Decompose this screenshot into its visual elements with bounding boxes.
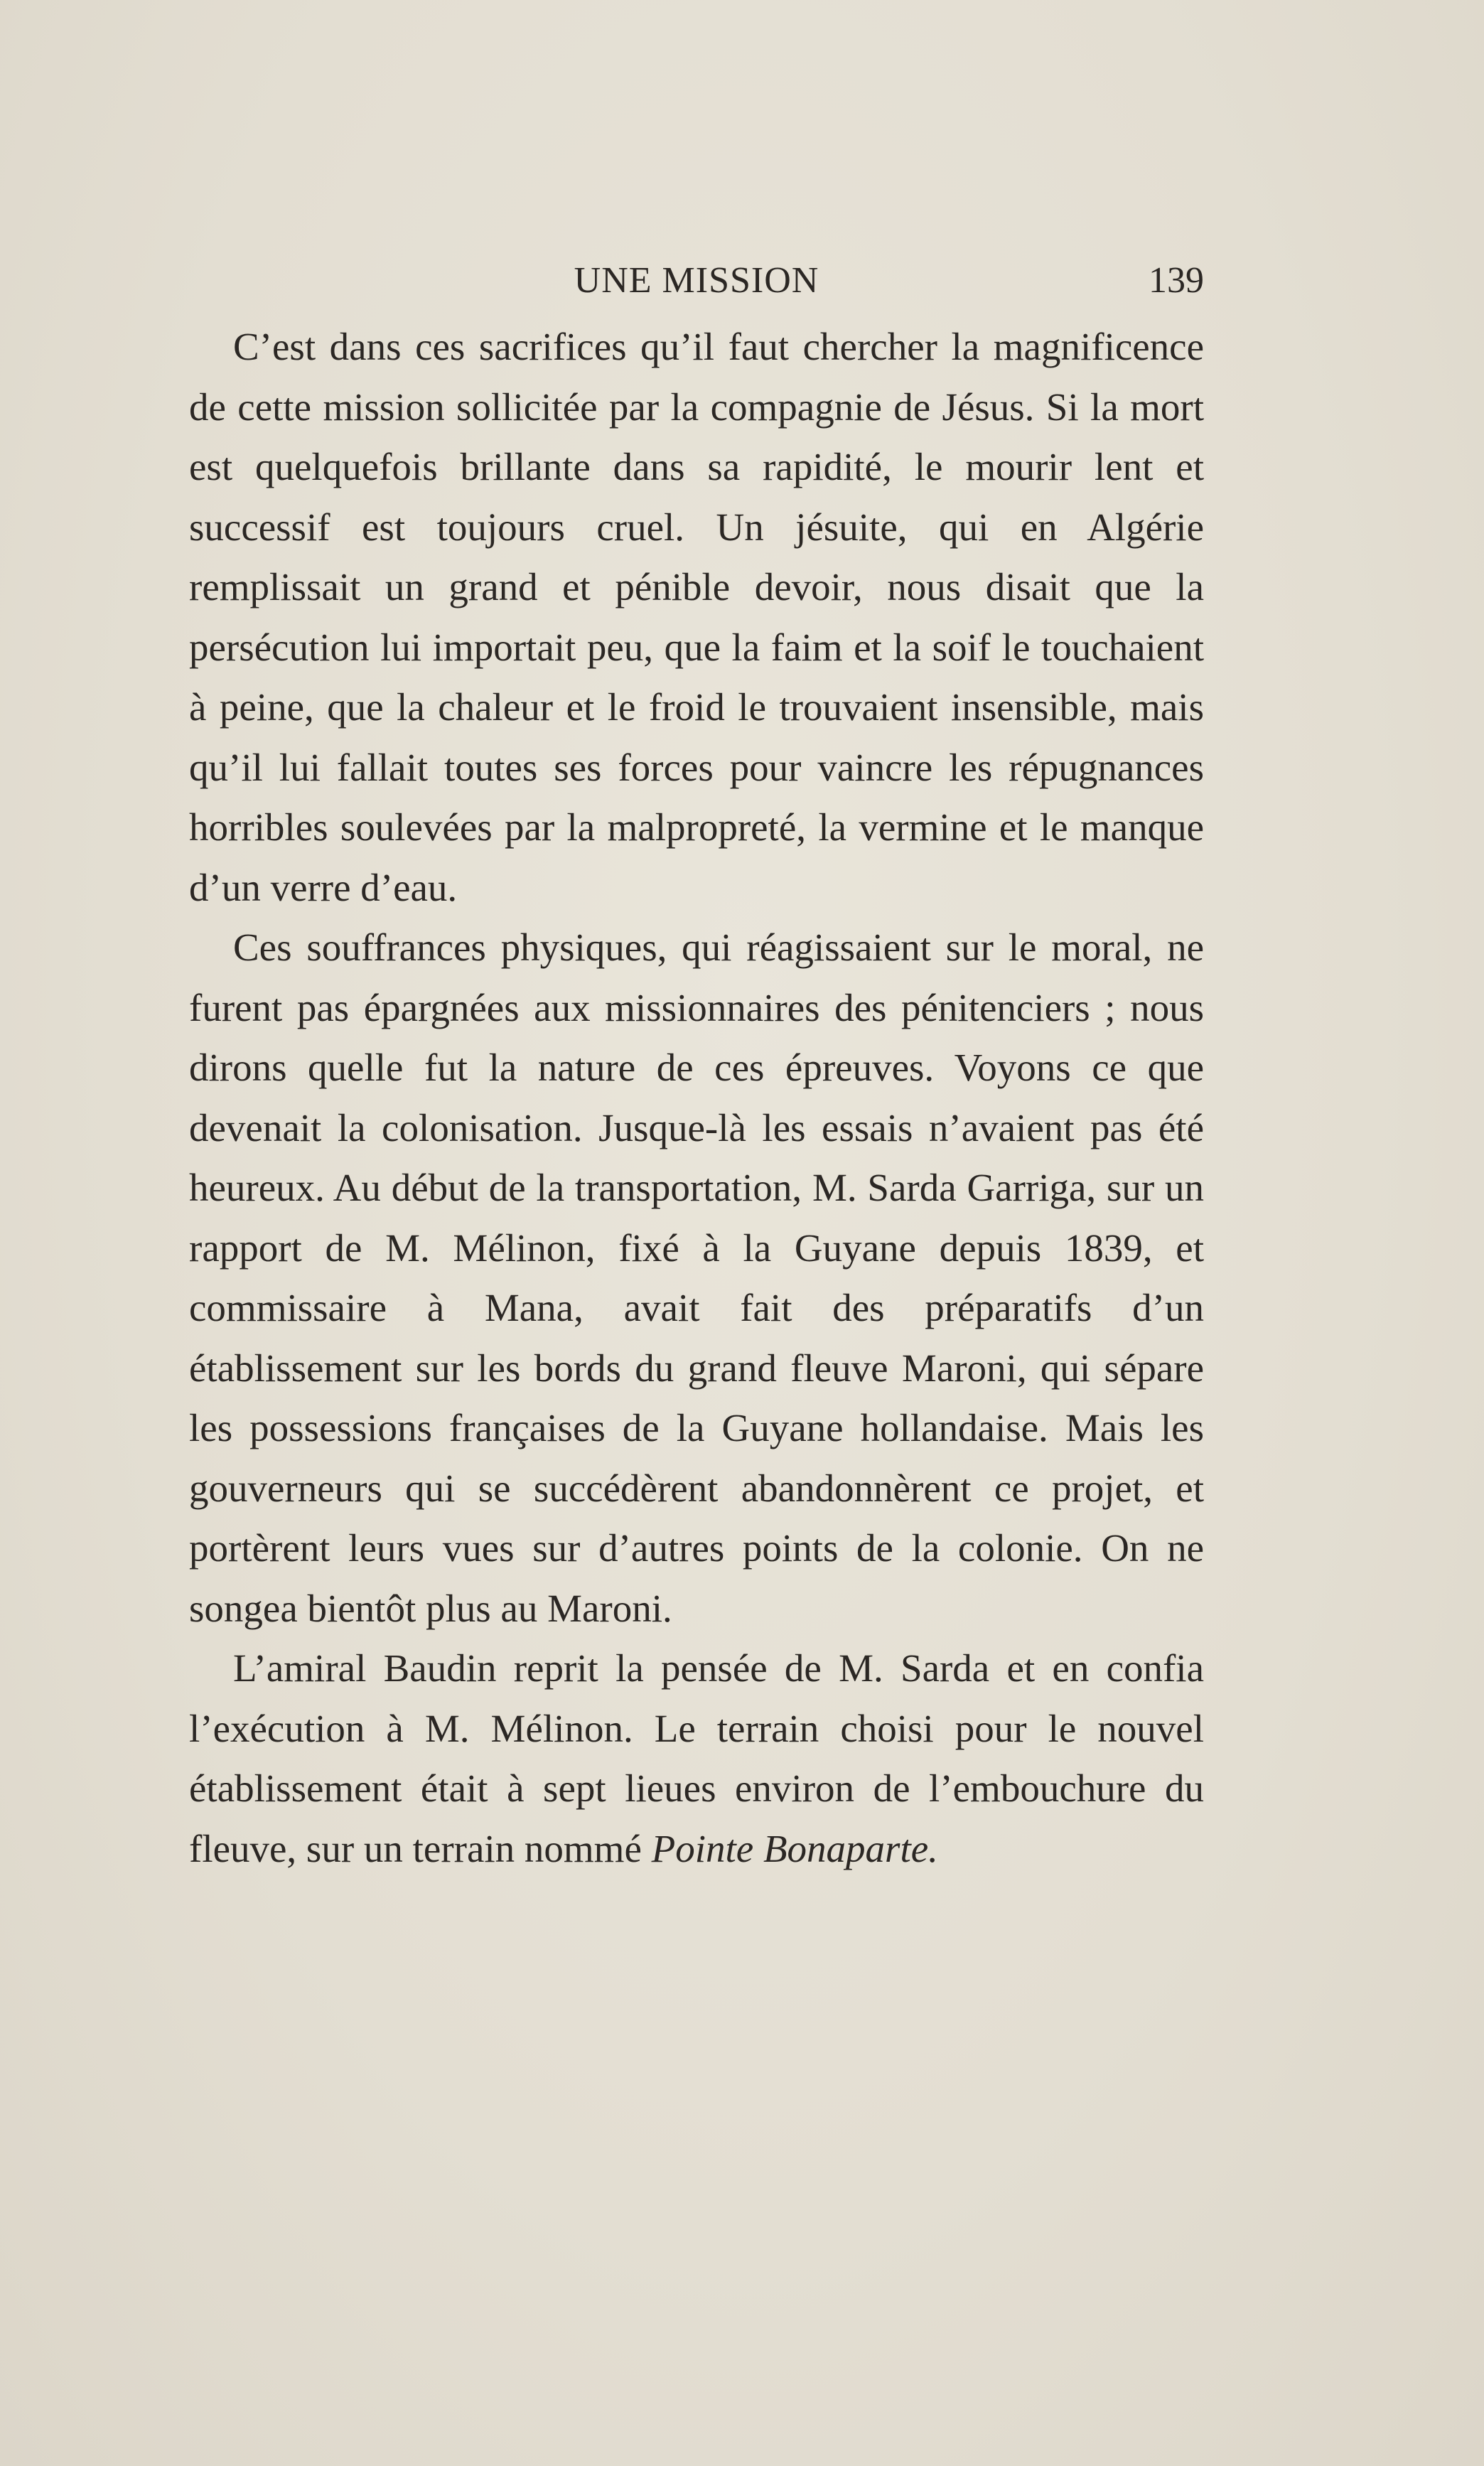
body-text	[189, 317, 1204, 1879]
paragraph-3-text: L’amiral Baudin reprit la pensée de M. Sarda et en confia l’exécution à M. Mélinon. Le terrain choisi pour le nouvel établissement était à sept lieues environ de l’embouchure du fleuve, sur un terrain nommé	[189, 1646, 1204, 1870]
paragraph-3	[189, 1639, 1204, 1879]
paragraph-2-text: Ces souffrances physiques, qui réagissaient sur le moral, ne furent pas épargnées aux missionnaires des pénitenciers ; nous dirons quelle fut la nature de ces épreuves. Voyons ce que devenait la colonisation. Jusque-là les essais n’avaient pas été heureux. Au début de la transportation, M. Sarda Garriga, sur un rapport de M. Mélinon, fixé à la Guyane depuis 1839, et commissaire à Mana, avait fait des préparatifs d’un établissement sur les bords du grand fleuve Maroni, qui sépare les possessions françaises de la Guyane hollandaise. Mais les gouverneurs qui se succédèrent abandonnèrent ce projet, et portèrent leurs vues sur d’autres points de la colonie. On ne songea bientôt plus au Maroni.	[189, 926, 1204, 1630]
paragraph-1	[189, 317, 1204, 918]
paragraph-1-text: C’est dans ces sacrifices qu’il faut chercher la magnificence de cette mission sollicitée par la compagnie de Jésus. Si la mort est quelquefois brillante dans sa rapidité, le mourir lent et successif est toujours cruel. Un jésuite, qui en Algérie remplissait un grand et pénible devoir, nous disait que la persécution lui importait peu, que la faim et la soif le touchaient à peine, que la chaleur et le froid le trouvaient insensible, mais qu’il lui fallait toutes ses forces pour vaincre les répugnances horribles soulevées par la malpropreté, la vermine et le manque d’un verre d’eau.	[189, 325, 1204, 909]
running-title: UNE MISSION	[574, 260, 819, 301]
running-head	[189, 256, 1204, 306]
page-number: 139	[1149, 260, 1204, 301]
paragraph-2	[189, 918, 1204, 1639]
paragraph-3-italic-place-name: Pointe Bonaparte.	[651, 1826, 938, 1870]
